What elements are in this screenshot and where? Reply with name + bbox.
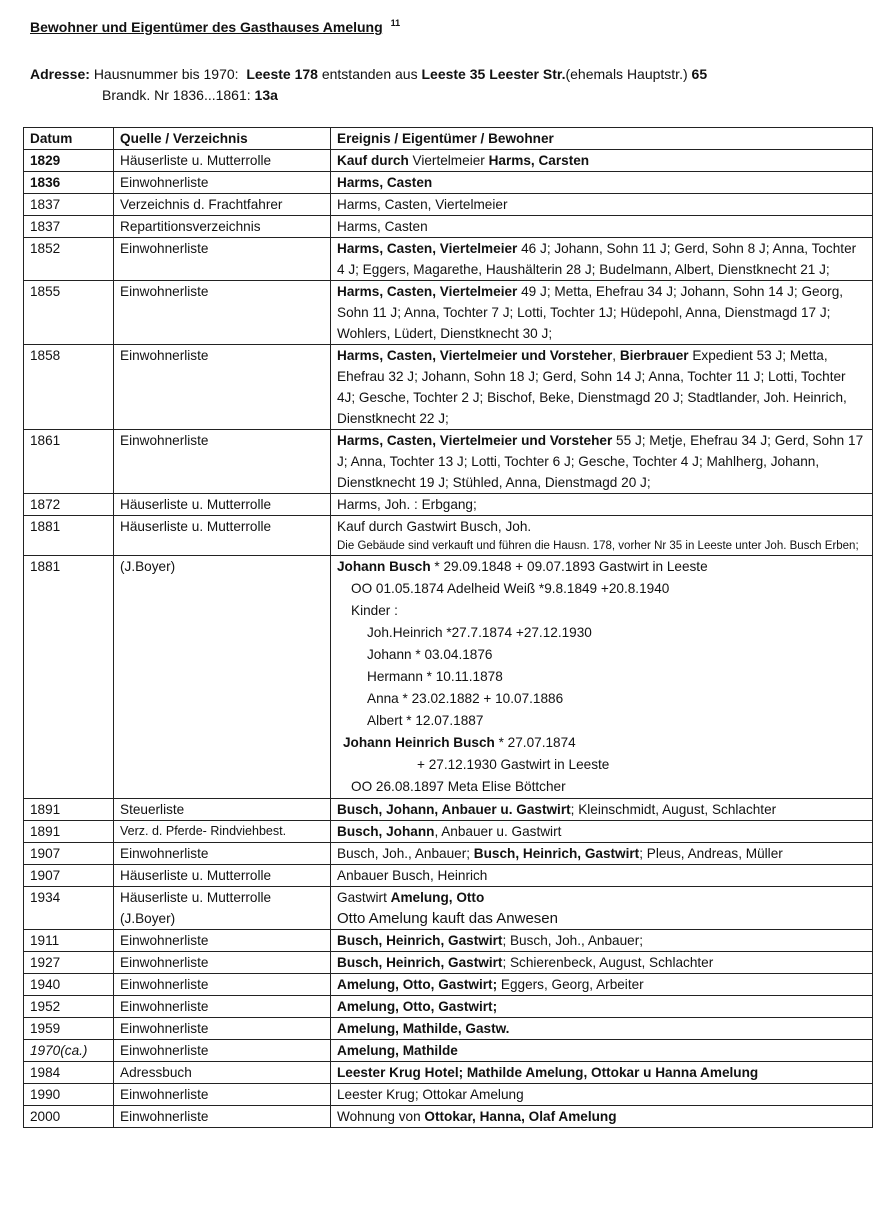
table-row [24,1018,873,1040]
table-row [24,974,873,996]
cell-event: Busch, Joh., Anbauer; Busch, Heinrich, Gastwirt; Pleus, Andreas, Müller [331,843,873,865]
cell-date: 1990 [24,1084,114,1106]
residents-table [23,127,873,1128]
cell-date: 1970(ca.) [24,1040,114,1062]
cell-event: Harms, Casten [331,172,873,194]
cell-source: Einwohnerliste [114,430,331,494]
cell-event: Amelung, Otto, Gastwirt; [331,996,873,1018]
cell-source: Einwohnerliste [114,238,331,281]
cell-event: Harms, Casten, Viertelmeier und Vorsteher, Bierbrauer Expedient 53 J; Metta, Ehefrau 32 J; Johann, Sohn 18 J; Gerd, Sohn 14 J; Anna, Tochter 11 J; Lotti, Tochter 4J; Gesche, Tochter 2 J; Bischof, Beke, Dienstmagd 20 J; Stadtlander, Joh. Heinrich, Dienstknecht 22 J; [331,345,873,430]
cell-date: 1837 [24,216,114,238]
cell-date: 1907 [24,843,114,865]
cell-date: 1861 [24,430,114,494]
cell-event: Kauf durch Viertelmeier Harms, Carsten [331,150,873,172]
cell-event: Busch, Heinrich, Gastwirt; Schierenbeck, August, Schlachter [331,952,873,974]
table-row [24,1040,873,1062]
cell-source: Einwohnerliste [114,843,331,865]
cell-event: Gastwirt Amelung, Otto Otto Amelung kauft das Anwesen [331,887,873,930]
cell-date: 1881 [24,556,114,799]
cell-date: 1881 [24,516,114,556]
cell-date: 1959 [24,1018,114,1040]
cell-source: Einwohnerliste [114,952,331,974]
cell-event: Leester Krug Hotel; Mathilde Amelung, Ottokar u Hanna Amelung [331,1062,873,1084]
table-row [24,930,873,952]
cell-source: Repartitionsverzeichnis [114,216,331,238]
cell-event: Wohnung von Ottokar, Hanna, Olaf Amelung [331,1106,873,1128]
table-header-row [24,128,873,150]
cell-event: Busch, Johann, Anbauer u. Gastwirt; Kleinschmidt, August, Schlachter [331,799,873,821]
table-row [24,1062,873,1084]
table-row [24,865,873,887]
cell-source: Einwohnerliste [114,974,331,996]
cell-date: 1891 [24,821,114,843]
cell-source: Einwohnerliste [114,930,331,952]
table-row [24,843,873,865]
cell-date: 1927 [24,952,114,974]
cell-source: Einwohnerliste [114,281,331,345]
cell-source: Einwohnerliste [114,172,331,194]
address-line-2: Brandk. Nr 1836...1861: 13a [102,87,278,103]
table-row [24,238,873,281]
cell-source: Verzeichnis d. Frachtfahrer [114,194,331,216]
cell-source: (J.Boyer) [114,556,331,799]
cell-source: Häuserliste u. Mutterrolle [114,494,331,516]
cell-event: Harms, Casten [331,216,873,238]
cell-source: Einwohnerliste [114,345,331,430]
header-datum: Datum [24,128,114,150]
cell-event: Harms, Casten, Viertelmeier 49 J; Metta, Ehefrau 34 J; Johann, Sohn 14 J; Georg, Sohn 11 J; Anna, Tochter 7 J; Lotti, Tochter 1J; Hüdepohl, Anna, Dienstmagd 17 J; Wohlers, Lüdert, Dienstknecht 30 J; [331,281,873,345]
table-row [24,516,873,556]
table-row [24,150,873,172]
cell-date: 1911 [24,930,114,952]
table-row [24,952,873,974]
cell-event: Busch, Johann, Anbauer u. Gastwirt [331,821,873,843]
cell-event: Harms, Joh. : Erbgang; [331,494,873,516]
cell-date: 1940 [24,974,114,996]
cell-date: 1952 [24,996,114,1018]
cell-event: Harms, Casten, Viertelmeier und Vorsteher 55 J; Metje, Ehefrau 34 J; Gerd, Sohn 17 J; Anna, Tochter 13 J; Lotti, Tochter 6 J; Gesche, Tochter 4 J; Mahlherg, Johann, Dienstknecht 19 J; Stühled, Anna, Dienstmagd 20 J; [331,430,873,494]
cell-event: Kauf durch Gastwirt Busch, Joh. Die Gebäude sind verkauft und führen die Hausn. 178, vorher Nr 35 in Leeste unter Joh. Busch Erben; [331,516,873,556]
address-block [30,64,707,106]
cell-event: Anbauer Busch, Heinrich [331,865,873,887]
cell-source: Häuserliste u. Mutterrolle [114,516,331,556]
cell-date: 2000 [24,1106,114,1128]
cell-source: Einwohnerliste [114,996,331,1018]
table-row [24,887,873,930]
cell-source: Häuserliste u. Mutterrolle [114,150,331,172]
cell-event: Leester Krug; Ottokar Amelung [331,1084,873,1106]
cell-event: Busch, Heinrich, Gastwirt; Busch, Joh., Anbauer; [331,930,873,952]
cell-event: Amelung, Otto, Gastwirt; Eggers, Georg, Arbeiter [331,974,873,996]
cell-date: 1907 [24,865,114,887]
cell-event: Amelung, Mathilde [331,1040,873,1062]
table-row [24,821,873,843]
table-row [24,281,873,345]
cell-date: 1891 [24,799,114,821]
address-line-1: Adresse: Hausnummer bis 1970: Leeste 178 entstanden aus Leeste 35 Leester Str.(ehemals Hauptstr.) 65 [30,66,708,82]
cell-date: 1837 [24,194,114,216]
cell-source: Einwohnerliste [114,1018,331,1040]
table-row [24,1106,873,1128]
cell-source: Einwohnerliste [114,1084,331,1106]
cell-event-genealogy: Johann Busch * 29.09.1848 + 09.07.1893 Gastwirt in Leeste OO 01.05.1874 Adelheid Weiß *9.8.1849 +20.8.1940 Kinder : Joh.Heinrich *27.7.1874 +27.12.1930 Johann * 03.04.1876 Hermann * 10.11.1878 Anna * 23.02.1882 + 10.07.1886 Albert * 12.07.1887 Johann Heinrich Busch * 27.07.1874 + 27.12.1930 Gastwirt in Leeste OO 26.08.1897 Meta Elise Böttcher [331,556,873,799]
cell-source: Häuserliste u. Mutterrolle (J.Boyer) [114,887,331,930]
cell-event: Harms, Casten, Viertelmeier [331,194,873,216]
table-row [24,494,873,516]
cell-event: Harms, Casten, Viertelmeier 46 J; Johann, Sohn 11 J; Gerd, Sohn 8 J; Anna, Tochter 4 J; Eggers, Magarethe, Haushälterin 28 J; Budelmann, Albert, Dienstknecht 21 J; [331,238,873,281]
header-quelle: Quelle / Verzeichnis [114,128,331,150]
cell-source: Einwohnerliste [114,1040,331,1062]
cell-source: Verz. d. Pferde- Rindviehbest. [114,821,331,843]
table-row [24,345,873,430]
cell-date: 1858 [24,345,114,430]
table-row [24,430,873,494]
cell-event: Amelung, Mathilde, Gastw. [331,1018,873,1040]
cell-source: Adressbuch [114,1062,331,1084]
cell-source: Steuerliste [114,799,331,821]
table-row [24,194,873,216]
table-row [24,216,873,238]
header-ereignis: Ereignis / Eigentümer / Bewohner [331,128,873,150]
cell-source: Häuserliste u. Mutterrolle [114,865,331,887]
cell-date: 1872 [24,494,114,516]
table-row [24,799,873,821]
cell-date: 1836 [24,172,114,194]
footnote-number: 11 [390,18,401,28]
cell-date: 1934 [24,887,114,930]
cell-date: 1852 [24,238,114,281]
cell-date: 1984 [24,1062,114,1084]
cell-date: 1855 [24,281,114,345]
cell-date: 1829 [24,150,114,172]
sale-note: Die Gebäude sind verkauft und führen die Hausn. 178, vorher Nr 35 in Leeste unter Joh. Busch Erben; [337,540,859,552]
page-title: Bewohner und Eigentümer des Gasthauses Amelung $^{11}$ [30,18,401,35]
table-row [24,172,873,194]
table-row [24,996,873,1018]
table-row [24,556,873,799]
table-row [24,1084,873,1106]
cell-source: Einwohnerliste [114,1106,331,1128]
